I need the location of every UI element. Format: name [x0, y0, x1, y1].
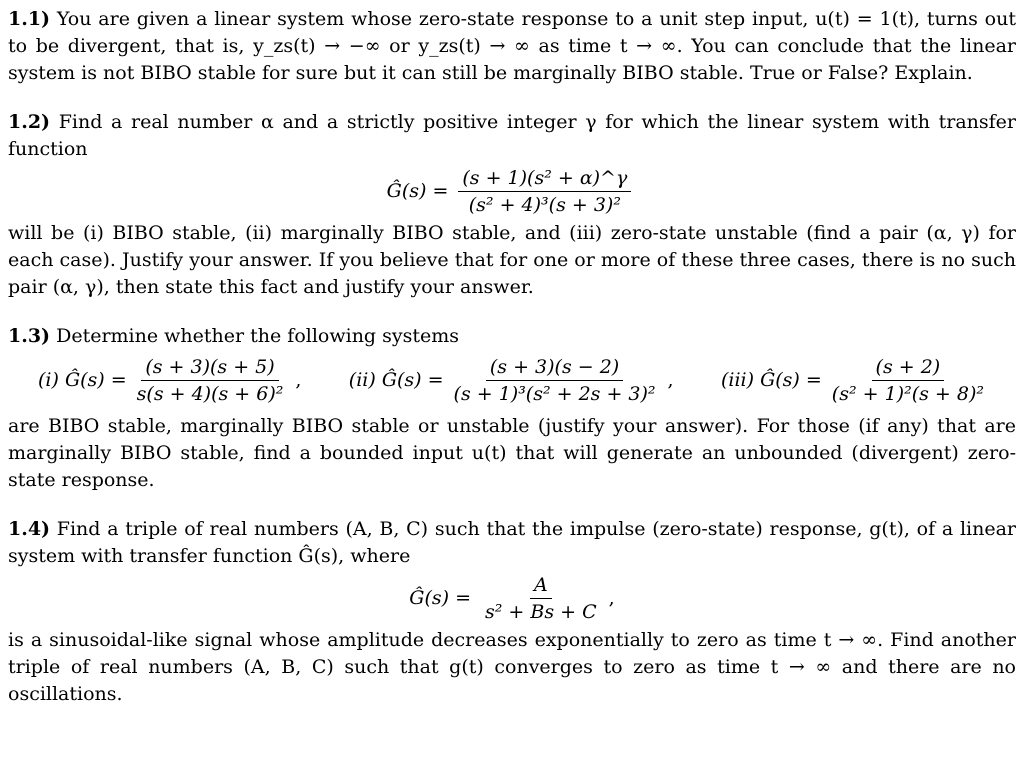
question-number: 1.4) [8, 518, 51, 540]
equation-lhs: Ĝ(s) = [409, 587, 472, 609]
question-number: 1.1) [8, 8, 51, 30]
system-equation [349, 356, 674, 405]
question-1-4 [8, 516, 1016, 708]
equation-denominator: (s² + 1)²(s + 8)² [831, 383, 984, 405]
system-equation [721, 356, 996, 405]
question-1-3 [8, 323, 1016, 494]
question-number: 1.2) [8, 111, 51, 133]
system-label: (ii) Ĝ(s) = [348, 369, 444, 391]
equation-separator: , [295, 369, 302, 391]
question-intro: Find a triple of real numbers (A, B, C) such that the impulse (zero-state) response, g(t), of a linear system with transfer function Ĝ(s), where [8, 518, 1016, 567]
equation-fraction [450, 356, 660, 405]
equation-fraction [458, 167, 631, 216]
system-label: (iii) Ĝ(s) = [720, 369, 822, 391]
equation-numerator: A [530, 574, 552, 599]
equation-numerator: (s + 3)(s + 5) [141, 356, 278, 381]
question-intro: Find a real number α and a strictly positive integer γ for which the linear system with transfer function [8, 111, 1016, 160]
question-intro: Determine whether the following systems [56, 325, 460, 347]
question-outro: are BIBO stable, marginally BIBO stable or unstable (justify your answer). For those (if any) that are marginally BIBO stable, find a bounded input u(t) that will generate an unbounded (divergent) zero-state response. [8, 415, 1016, 491]
question-number: 1.3) [8, 325, 51, 347]
system-label: (i) Ĝ(s) = [38, 369, 127, 391]
systems-equations [38, 356, 996, 405]
equation-fraction [481, 574, 601, 623]
transfer-function-equation [8, 574, 1016, 623]
question-text: You are given a linear system whose zero-state response to a unit step input, u(t) = 1(t), turns out to be divergent, that is, y_zs(t) → −∞ or y_zs(t) → ∞ as time t → ∞. You can conclude that the linear system is not BIBO stable for sure but it can still be marginally BIBO stable. True or False? Explain. [8, 8, 1016, 84]
equation-numerator: (s + 3)(s − 2) [486, 356, 623, 381]
transfer-function-equation [8, 167, 1016, 216]
equation-separator: , [608, 587, 615, 609]
equation-separator: , [667, 369, 674, 391]
equation-denominator: (s² + 4)³(s + 3)² [468, 194, 621, 216]
equation-denominator: (s + 1)³(s² + 2s + 3)² [453, 383, 656, 405]
question-1-2 [8, 109, 1016, 301]
question-outro: will be (i) BIBO stable, (ii) marginally BIBO stable, and (iii) zero-state unstable (find a pair (α, γ) for each case). Justify your answer. If you believe that for one or more of these three cases, there is no such pair (α, γ), then state this fact and justify your answer. [8, 222, 1016, 298]
equation-numerator: (s + 2) [872, 356, 945, 381]
equation-denominator: s² + Bs + C [485, 601, 597, 623]
equation-fraction [828, 356, 988, 405]
equation-lhs: Ĝ(s) = [386, 180, 449, 202]
question-1-1 [8, 6, 1016, 87]
equation-fraction [133, 356, 288, 405]
question-outro: is a sinusoidal-like signal whose amplitude decreases exponentially to zero as time t → ∞. Find another triple of real numbers (A, B, C) such that g(t) converges to zero as time t → ∞ and there are no oscillations. [8, 629, 1016, 705]
system-equation [38, 356, 301, 405]
equation-denominator: s(s + 4)(s + 6)² [136, 383, 284, 405]
equation-numerator: (s + 1)(s² + α)^γ [458, 167, 631, 192]
